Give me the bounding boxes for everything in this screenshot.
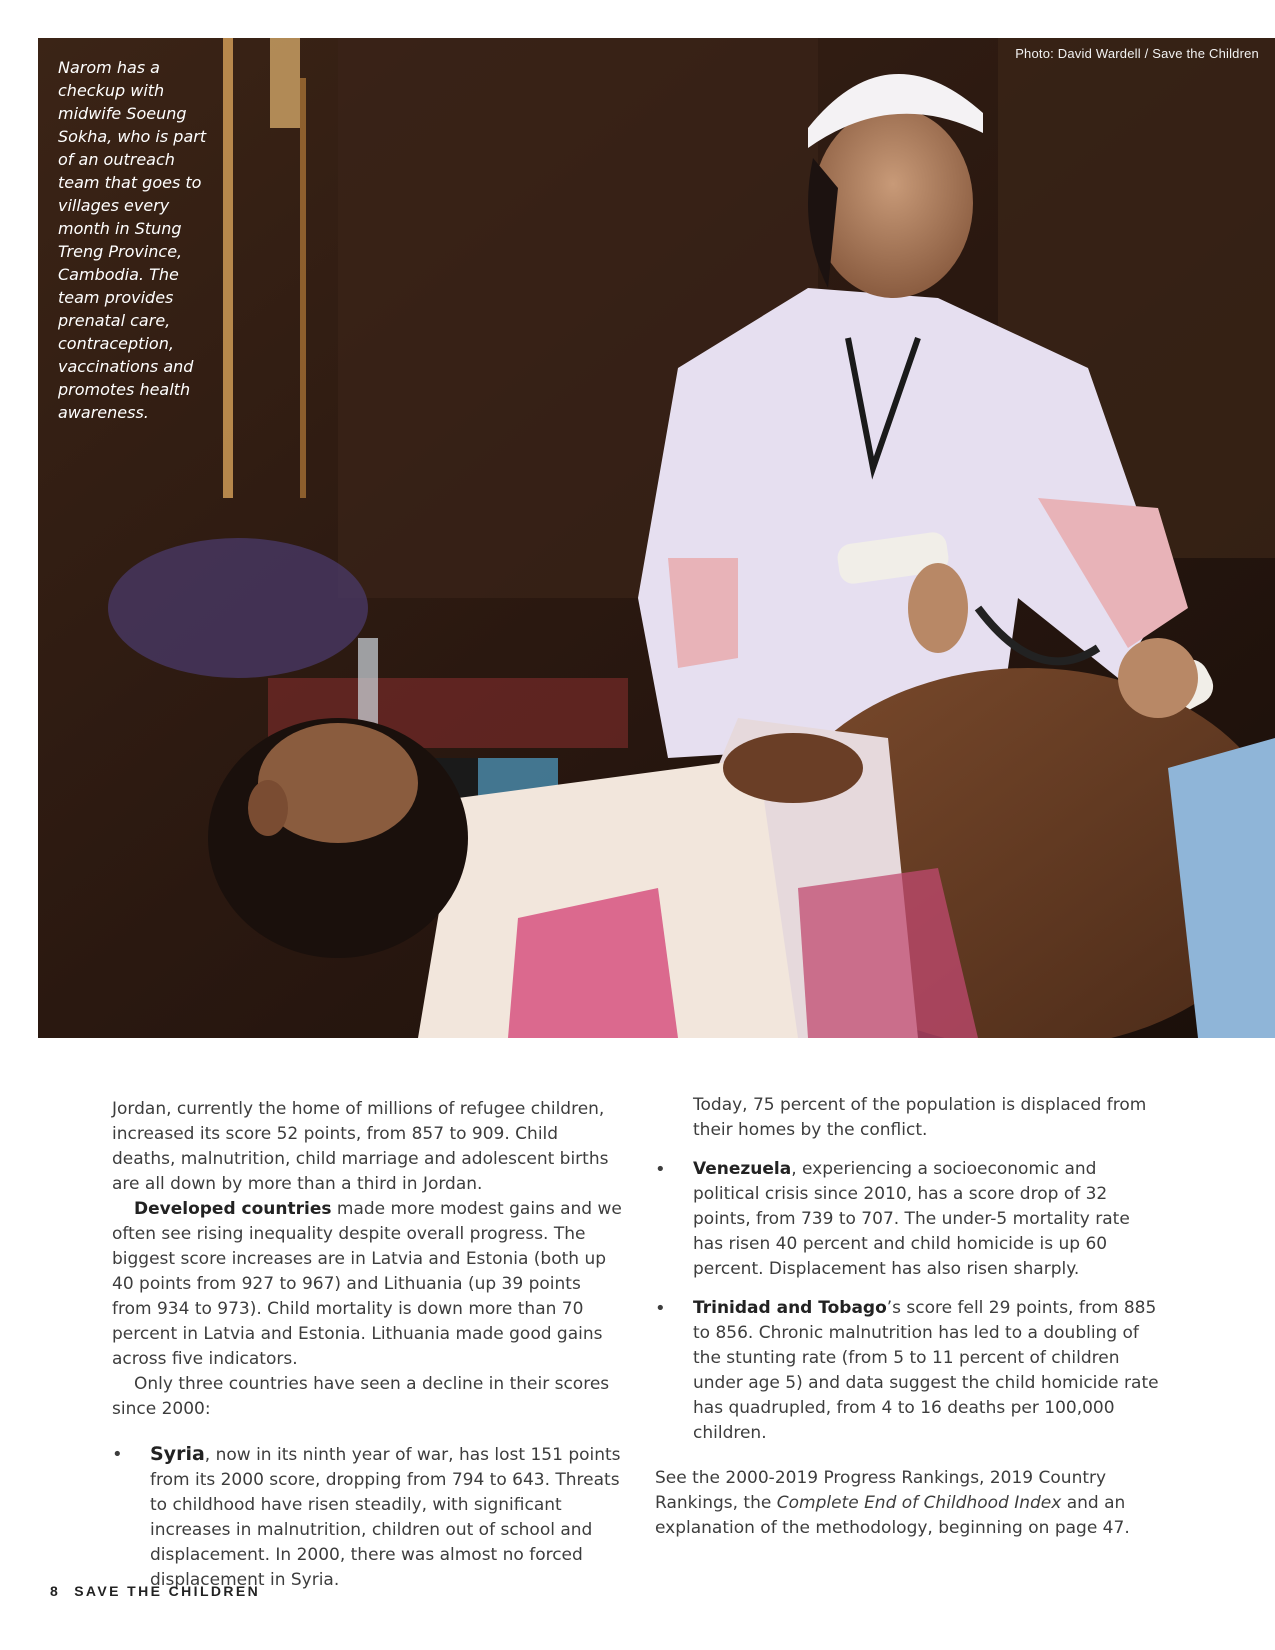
paragraph-see-also bbox=[655, 1466, 1165, 1541]
paragraph-jordan: Jordan, currently the home of millions of refugee children, increased its score 52 points, from 857 to 909. Child deaths, malnutrition, child marriage and adolescent births are all down by more than a third in Jordan. bbox=[112, 1099, 609, 1194]
bullet-marker: • bbox=[112, 1444, 123, 1465]
paragraph-decline-intro: Only three countries have seen a decline in their scores since 2000: bbox=[112, 1374, 610, 1419]
page-footer bbox=[50, 1583, 260, 1599]
syria-text: , now in its ninth year of war, has lost 151 points from its 2000 score, dropping from 794 to 643. Threats to childhood have risen steadily, with significant increases in malnutrition, children out of school and displacement. In 2000, there was almost no forced displacement in Syria. bbox=[150, 1445, 621, 1590]
list-item-trinidad-and-tobago bbox=[655, 1296, 1165, 1446]
page-number: 8 bbox=[50, 1583, 61, 1599]
photo-illustration bbox=[38, 38, 1275, 1038]
see-also-text: See the 2000-2019 Progress Rankings, 2019 Country Rankings, the bbox=[655, 1468, 1107, 1513]
hero-photo bbox=[38, 38, 1275, 1038]
developed-countries-label: Developed countries bbox=[134, 1199, 332, 1219]
photo-credit: Photo: David Wardell / Save the Children bbox=[1015, 46, 1259, 61]
bullet-marker: • bbox=[655, 1298, 666, 1319]
syria-label: Syria bbox=[150, 1443, 205, 1465]
right-column bbox=[655, 1093, 1165, 1541]
paragraph-syria-continued: Today, 75 percent of the population is displaced from their homes by the conflict. bbox=[693, 1095, 1147, 1140]
list-item-venezuela bbox=[655, 1157, 1165, 1282]
trinidad-and-tobago-label: Trinidad and Tobago bbox=[693, 1298, 887, 1318]
photo-caption: Narom has a checkup with midwife Soeung Sokha, who is part of an outreach team that goes to villages every month in Stung Treng Province, Cambodia. The team provides prenatal care, contraception, vaccinations and promotes health awareness. bbox=[58, 58, 207, 422]
decline-list bbox=[112, 1442, 622, 1593]
index-title: Complete End of Childhood Index bbox=[776, 1493, 1062, 1513]
decline-list-continued bbox=[655, 1157, 1165, 1446]
venezuela-text: , experiencing a socioeconomic and political crisis since 2010, has a score drop of 32 points, from 739 to 707. The under-5 mortality rate has risen 40 percent and child homicide is up 60 percent. Displacement has also risen sharply. bbox=[693, 1159, 1130, 1279]
bullet-marker: • bbox=[655, 1159, 666, 1180]
trinidad-and-tobago-text: ’s score fell 29 points, from 885 to 856. Chronic malnutrition has led to a doubling of the stunting rate (from 5 to 11 percent of children under age 5) and data suggest the child homicide rate has quadrupled, from 4 to 16 deaths per 100,000 children. bbox=[693, 1298, 1159, 1443]
paragraph-developed-countries bbox=[112, 1197, 622, 1372]
list-item-syria bbox=[112, 1442, 622, 1593]
publication-name: SAVE THE CHILDREN bbox=[74, 1583, 261, 1599]
developed-countries-text: made more modest gains and we often see rising inequality despite overall progress. The biggest score increases are in Latvia and Estonia (both up 40 points from 927 to 967) and Lithuania (up 39 points from 934 to 973). Child mortality is down more than 70 percent in Latvia and Estonia. Lithuania made good gains across five indicators. bbox=[112, 1199, 622, 1369]
venezuela-label: Venezuela bbox=[693, 1159, 792, 1179]
left-column bbox=[112, 1097, 622, 1593]
see-also-text-end: and an explanation of the methodology, beginning on page 47. bbox=[655, 1493, 1130, 1538]
